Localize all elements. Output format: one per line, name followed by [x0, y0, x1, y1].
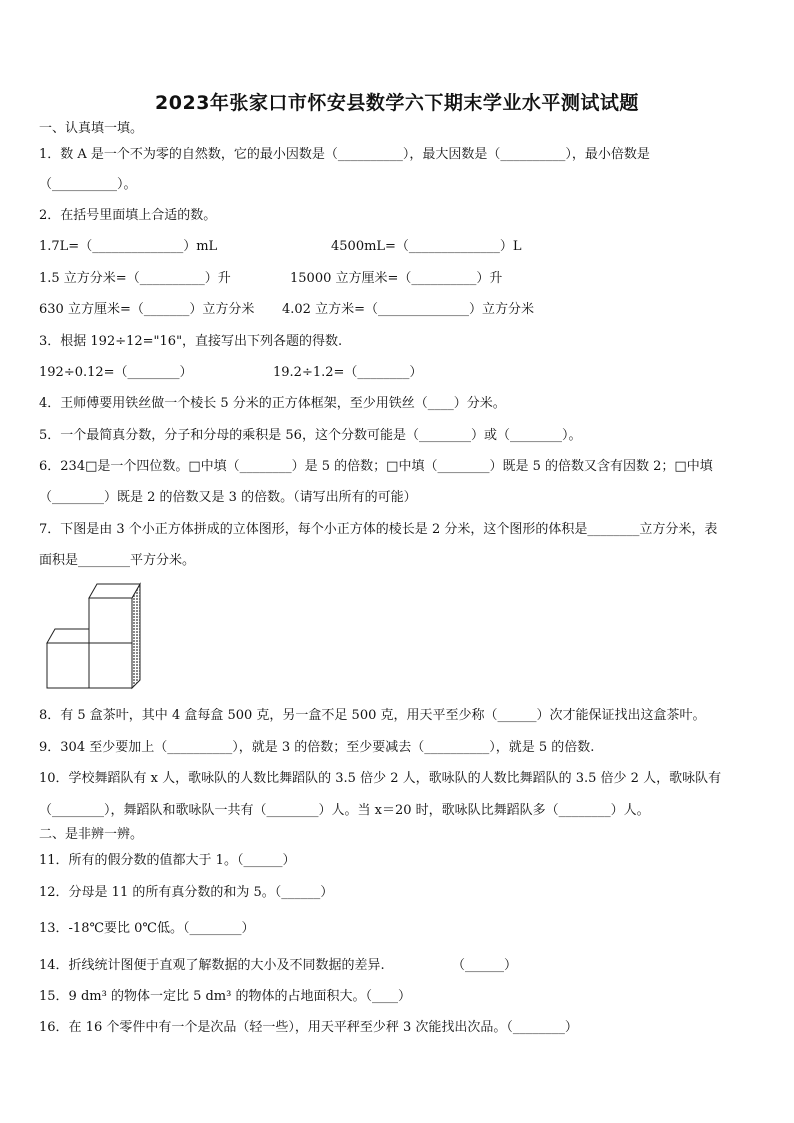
question-4: 4．王师傅要用铁丝做一个棱长 5 分米的正方体框架，至少用铁丝（____）分米。 [39, 396, 506, 411]
question-15: 15．9 dm³ 的物体一定比 5 dm³ 的物体的占地面积大。（____） [39, 989, 411, 1004]
question-11: 11．所有的假分数的值都大于 1。（______） [39, 853, 296, 868]
section-heading-true-false: 二、是非辨一辨。 [39, 827, 144, 842]
question-2-item-6: 4.02 立方米=（______________）立方分米 [282, 302, 534, 317]
question-2-item-2: 4500mL=（______________）L [331, 239, 522, 254]
question-7: 7．下图是由 3 个小正方体拼成的立体图形，每个小正方体的棱长是 2 分米，这个图形的体积是________立方分米，表 [39, 522, 718, 537]
question-3-item-2: 19.2÷1.2=（________） [273, 365, 423, 380]
question-3: 3．根据 192÷12="16"，直接写出下列各题的得数. [39, 334, 343, 349]
question-16: 16．在 16 个零件中有一个是次品（轻一些），用天平秤至少秤 3 次能找出次品。（________） [39, 1020, 578, 1035]
question-6-cont: （________）既是 2 的倍数又是 3 的倍数。（请写出所有的可能） [39, 490, 417, 505]
question-2-item-4: 15000 立方厘米=（__________）升 [290, 271, 503, 286]
question-10-cont: （________），舞蹈队和歌咏队一共有（________）人。当 x＝20 时，歌咏队比舞蹈队多（________）人。 [39, 803, 650, 818]
cube-figure [46, 580, 142, 692]
question-6: 6．234□是一个四位数。□中填（________）是 5 的倍数；□中填（________）既是 5 的倍数又含有因数 2；□中填 [39, 459, 713, 474]
question-3-item-1: 192÷0.12=（________） [39, 365, 193, 380]
question-5: 5．一个最简真分数，分子和分母的乘积是 56，这个分数可能是（________）或（________）。 [39, 428, 582, 443]
question-8: 8．有 5 盒茶叶，其中 4 盒每盒 500 克，另一盒不足 500 克，用天平至少称（______）次才能保证找出这盒茶叶。 [39, 708, 706, 723]
question-14: 14．折线统计图便于直观了解数据的大小及不同数据的差异. [39, 958, 385, 973]
question-1: 1．数 A 是一个不为零的自然数，它的最小因数是（__________），最大因数是（__________），最小倍数是 [39, 147, 650, 162]
question-7-cont: 面积是________平方分米。 [39, 553, 196, 568]
question-2: 2．在括号里面填上合适的数。 [39, 208, 217, 223]
question-12: 12．分母是 11 的所有真分数的和为 5。（______） [39, 885, 334, 900]
question-9: 9．304 至少要加上（__________），就是 3 的倍数；至少要减去（__________），就是 5 的倍数. [39, 740, 595, 755]
question-13: 13．-18℃要比 0℃低。（________） [39, 921, 255, 936]
question-2-item-1: 1.7L=（______________）mL [39, 239, 218, 254]
question-10: 10．学校舞蹈队有 x 人，歌咏队的人数比舞蹈队的 3.5 倍少 2 人，歌咏队的人数比舞蹈队的 3.5 倍少 2 人，歌咏队有 [39, 771, 722, 786]
question-14-answer: （______） [452, 958, 518, 973]
question-2-item-3: 1.5 立方分米=（__________）升 [39, 271, 231, 286]
page-title: 2023年张家口市怀安县数学六下期末学业水平测试试题 [155, 92, 639, 114]
question-1-cont: （__________）。 [39, 177, 137, 192]
question-2-item-5: 630 立方厘米=（_______）立方分米 [39, 302, 255, 317]
section-heading-fill-in: 一、认真填一填。 [39, 121, 144, 136]
